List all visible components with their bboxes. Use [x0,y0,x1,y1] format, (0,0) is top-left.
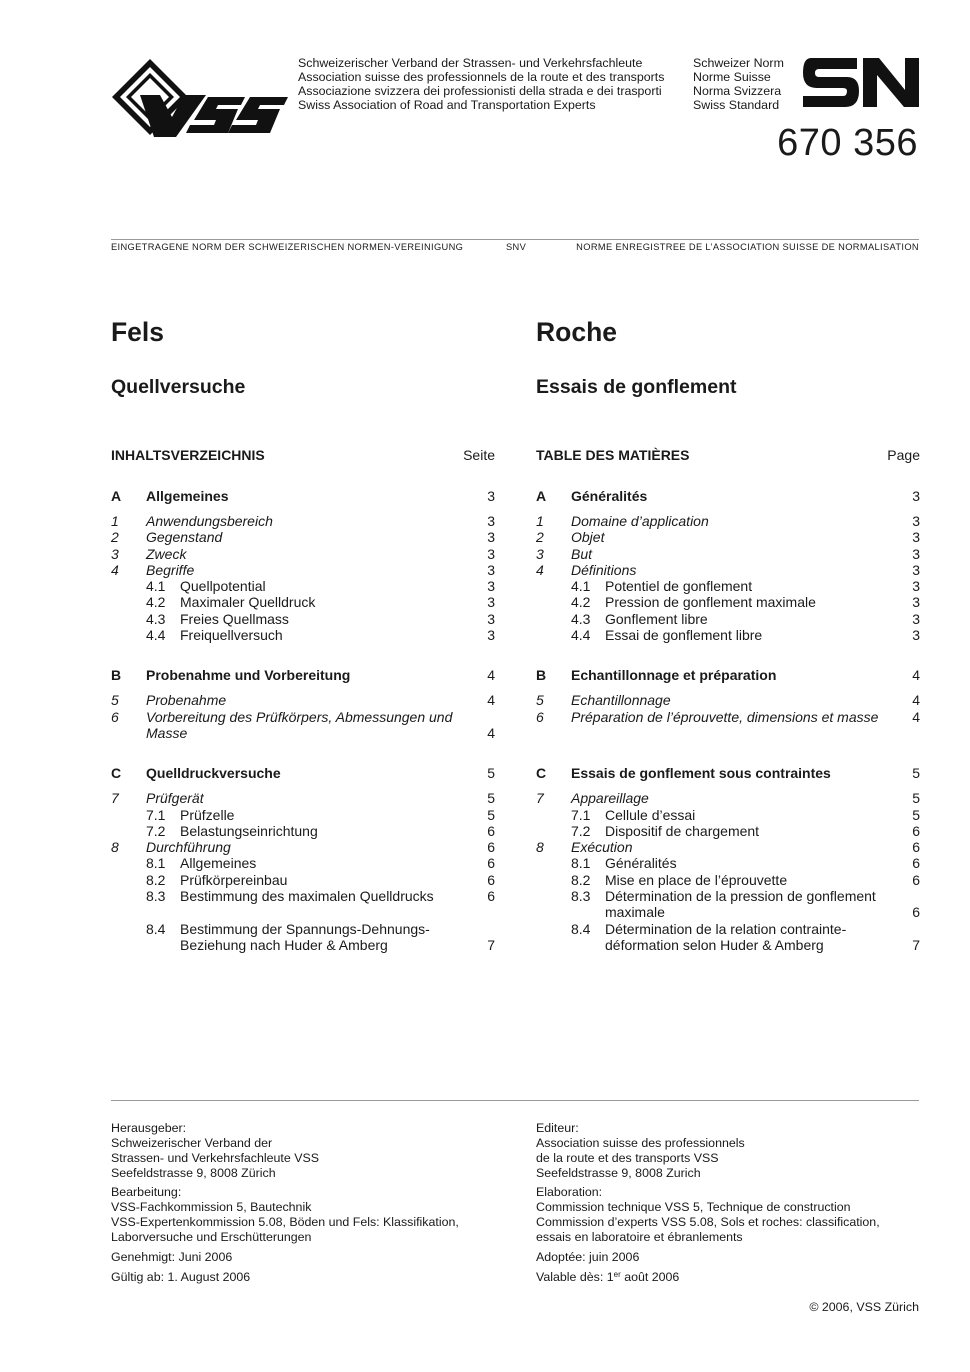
standard-type-names [693,56,784,112]
toc-entry-number: B [536,667,547,684]
toc-entry [111,839,495,855]
toc-entry-title: Bestimmung der Spannungs-Dehnungs-Beziehung nach Huder & Amberg [180,920,430,953]
valid-from-fr: Valable dès: 1er août 2006 [536,1269,680,1284]
toc-entry-page: 3 [912,529,920,546]
toc-entry [111,790,495,806]
toc-entry-title: Définitions [571,561,637,578]
registered-fr: NORME ENREGISTREE DE L’ASSOCIATION SUISSE DE NORMALISATION [576,242,919,252]
toc-entry-title: Détermination de la relation contrainte-déformation selon Huder & Amberg [605,920,847,953]
toc-entry-page: 3 [912,561,920,578]
toc-entry-title: But [571,545,593,562]
toc-heading-fr [536,447,920,463]
toc-entry [536,888,920,921]
footer-block: Editeur: Association suisse des professionnels de la route et des transports VSS Seefeldstrasse 9, 8008 Zurich [536,1121,745,1180]
toc-entry-page: 3 [487,610,495,627]
toc-entry-number: 1 [111,512,119,529]
toc-entry-number: 2 [536,529,544,546]
footer-block: Herausgeber: Schweizerischer Verband der Strassen- und Verkehrsfachleute VSS Seefeldstrasse 9, 8008 Zürich [111,1121,320,1180]
toc-entry-title: Allgemeines [180,855,257,872]
toc-entry-number: 7.2 [146,822,166,839]
toc-entry [536,529,920,545]
toc-heading-de [111,447,495,463]
toc-entry [536,594,920,610]
toc-entry-title: Détermination de la pression de gonflement maximale [605,888,876,921]
norm-line-it: Norma Svizzera [693,84,782,98]
toc-entry [536,562,920,578]
toc-entry-page: 6 [912,855,920,872]
toc-entry-number: 6 [111,708,119,725]
toc-entry-title: Préparation de l’éprouvette, dimensions et masse [571,708,879,725]
toc-entry [111,823,495,839]
toc-entry-title: Freies Quellmass [180,610,289,627]
toc-entry-number: 2 [111,529,119,546]
toc-entry [536,578,920,594]
toc-entry [111,807,495,823]
toc-entry-number: 4.3 [571,610,591,627]
toc-entry-page: 6 [487,822,495,839]
toc-entry-number: 7 [536,790,544,807]
toc-entry-title: Bestimmung des maximalen Quelldrucks [180,888,434,904]
toc-entry-title: Généralités [571,488,648,504]
toc-entry [111,921,495,954]
toc-entry-title: Probenahme [146,692,227,709]
norm-line-de: Schweizer Norm [693,56,784,70]
toc-entry [111,594,495,610]
toc-entry-number: 7.1 [571,806,591,823]
toc-entry-number: 8 [536,839,544,856]
toc-entry-title: Prüfzelle [180,806,235,823]
vss-logo [110,57,290,146]
toc-entry-page: 4 [912,708,920,725]
norm-line-fr: Norme Suisse [693,70,771,84]
toc-entry-title: Quelldruckversuche [146,765,281,782]
registered-snv: SNV [506,242,527,252]
toc-entry-number: 8.4 [146,920,166,937]
toc-entry-number: 4.4 [146,627,166,644]
organisation-names [298,56,664,112]
org-line-it: Associazione svizzera dei professionisti della strada e dei trasporti [298,84,662,98]
toc-entry [536,611,920,627]
table-of-contents-de [111,488,495,953]
publisher-info-de [111,1121,495,1289]
toc-entry [536,839,920,855]
sn-mark-logo [803,58,919,113]
toc-entry [536,488,920,504]
toc-entry-page: 3 [487,561,495,578]
toc-entry-number: 3 [111,545,119,562]
standard-number: 670 356 [777,122,918,164]
toc-entry-page: 4 [487,667,495,684]
toc-entry-title: Prüfkörpereinbau [180,871,288,888]
toc-entry [111,546,495,562]
org-line-de: Schweizerischer Verband der Strassen- und Verkehrsfachleute [298,56,643,70]
toc-entry-number: 7.1 [146,806,166,823]
toc-entry-number: B [111,667,122,684]
toc-entry [536,546,920,562]
toc-entry-number: 6 [536,708,544,725]
toc-entry-page: 3 [912,578,920,595]
toc-entry-number: 5 [536,692,544,709]
toc-entry-number: 7.2 [571,822,591,839]
toc-entry-number: 4.1 [571,578,591,595]
toc-entry-title: Freiquellversuch [180,627,283,644]
toc-entry-page: 6 [912,904,920,921]
toc-entry-number: 7 [111,790,119,807]
toc-entry-number: 1 [536,512,544,529]
subtitle-de: Quellversuche [111,376,246,398]
footer-divider [111,1100,919,1101]
toc-entry-title: Durchführung [146,839,231,856]
toc-entry-title: Anwendungsbereich [146,512,273,529]
toc-entry-number: 4.4 [571,627,591,644]
toc-entry [536,709,920,725]
toc-entry [536,513,920,529]
toc-entry-title: Appareillage [571,790,649,807]
footer-block: Bearbeitung: VSS-Fachkommission 5, Bautechnik VSS-Expertenkommission 5.08, Böden und Fels: Klassifikation, Laborversuche und Erschütterungen [111,1185,459,1245]
toc-entry [536,921,920,954]
toc-entry-title: Zweck [146,545,187,562]
toc-entry-page: 3 [912,545,920,562]
toc-entry-title: Maximaler Quelldruck [180,594,316,611]
toc-entry-number: 8.2 [146,871,166,888]
toc-label: TABLE DES MATIÈRES [536,447,690,463]
toc-entry-page: 7 [487,936,495,953]
toc-entry-title: Cellule d’essai [605,806,696,823]
toc-entry-title: Prüfgerät [146,790,204,807]
toc-entry-page: 3 [487,545,495,562]
toc-entry-page: 6 [487,839,495,856]
registered-de: EINGETRAGENE NORM DER SCHWEIZERISCHEN NORMEN-VEREINIGUNG [111,242,464,252]
table-of-contents-fr [536,488,920,953]
toc-entry-number: 4.2 [146,594,166,611]
toc-entry [111,627,495,643]
toc-entry-title: Probenahme und Vorbereitung [146,667,351,684]
title-fr: Roche [536,317,617,347]
toc-entry-number: C [111,765,122,782]
copyright: © 2006, VSS Zürich [809,1300,919,1314]
toc-entry-number: 3 [536,545,544,562]
toc-entry [536,823,920,839]
title-de: Fels [111,317,165,347]
toc-entry-title: Echantillonnage [571,692,671,709]
org-line-fr: Association suisse des professionnels de la route et des transports [298,70,665,84]
footer-block: Elaboration: Commission technique VSS 5, Technique de construction Commission d’experts VSS 5.08, Sols et roches: classification, essais en laboratoire et ébranlements [536,1185,880,1245]
toc-entry [536,790,920,806]
toc-entry-title: Objet [571,529,605,546]
toc-entry [111,667,495,683]
toc-entry-title: Dispositif de chargement [605,822,760,839]
toc-entry-number: 8 [111,839,119,856]
toc-entry [536,872,920,888]
toc-entry [111,692,495,708]
toc-entry-page: 3 [912,594,920,611]
toc-entry-number: A [111,488,122,504]
toc-entry-page: 3 [487,512,495,529]
toc-entry-number: C [536,765,547,782]
toc-entry-page: 5 [912,765,920,782]
toc-entry-title: Essai de gonflement libre [605,627,763,644]
toc-entry-page: 3 [487,488,495,504]
toc-entry-page: 4 [487,692,495,709]
toc-entry-number: 4 [111,561,119,578]
toc-entry-page: 3 [487,529,495,546]
org-line-en: Swiss Association of Road and Transportation Experts [298,98,596,112]
toc-entry-title: Quellpotential [180,578,266,595]
toc-entry-page: 4 [912,692,920,709]
toc-entry-page: 3 [912,610,920,627]
toc-entry-title: Echantillonnage et préparation [571,667,777,684]
toc-entry [111,872,495,888]
toc-entry-page: 6 [487,888,495,904]
toc-label: INHALTSVERZEICHNIS [111,447,265,463]
toc-entry-page: 6 [487,855,495,872]
toc-entry-title: Domaine d’application [571,512,709,529]
toc-entry-page: 6 [912,822,920,839]
toc-entry-number: 8.3 [571,888,591,904]
toc-entry [111,529,495,545]
toc-entry-number: 4.2 [571,594,591,611]
toc-entry-title: Vorbereitung des Prüfkörpers, Abmessungen und Masse [146,708,453,741]
toc-entry-page: 4 [487,724,495,741]
toc-entry-title: Allgemeines [146,488,229,504]
toc-entry-page: 3 [912,627,920,644]
toc-entry-number: 8.2 [571,871,591,888]
toc-entry-number: 4.1 [146,578,166,595]
toc-entry-page: 3 [487,594,495,611]
toc-entry-title: Généralités [605,855,677,872]
toc-entry [111,888,495,904]
toc-entry-page: 5 [487,765,495,782]
toc-entry-title: Potentiel de gonflement [605,578,753,595]
footer-block: Adoptée: juin 2006 [536,1249,640,1264]
toc-entry-page: 5 [487,806,495,823]
toc-entry-title: Gonflement libre [605,610,708,627]
toc-entry-page: 3 [487,578,495,595]
toc-page-label: Page [887,447,920,463]
toc-entry [111,578,495,594]
toc-entry-number: 8.4 [571,920,591,937]
toc-entry-title: Pression de gonflement maximale [605,594,816,611]
toc-entry [536,692,920,708]
toc-entry-page: 3 [487,627,495,644]
footer-block: Genehmigt: Juni 2006 [111,1249,233,1264]
toc-entry [111,562,495,578]
toc-entry-number: 4 [536,561,544,578]
toc-entry-page: 5 [912,790,920,807]
toc-entry-title: Belastungseinrichtung [180,822,318,839]
toc-entry [536,855,920,871]
footer-block: Gültig ab: 1. August 2006 [111,1269,251,1284]
toc-entry-page: 5 [912,806,920,823]
toc-entry-title: Begriffe [146,561,195,578]
toc-entry [536,765,920,781]
toc-entry-number: 8.3 [146,888,166,904]
norm-line-en: Swiss Standard [693,98,780,112]
toc-entry [536,627,920,643]
toc-entry-number: 8.1 [571,855,591,872]
toc-entry [111,855,495,871]
toc-entry-number: 4.3 [146,610,166,627]
toc-entry-page: 6 [912,839,920,856]
toc-entry-page: 4 [912,667,920,684]
toc-entry [111,709,495,742]
toc-entry-title: Essais de gonflement sous contraintes [571,765,831,782]
header-divider [111,239,919,240]
toc-entry-title: Gegenstand [146,529,223,546]
publisher-info-fr [536,1121,920,1289]
toc-entry-number: A [536,488,547,504]
toc-entry [111,611,495,627]
toc-entry [111,488,495,504]
toc-page-label: Seite [463,447,495,463]
toc-entry-title: Exécution [571,839,633,856]
toc-entry-page: 6 [912,871,920,888]
toc-entry [111,765,495,781]
toc-entry-page: 3 [912,512,920,529]
toc-entry-number: 8.1 [146,855,166,872]
toc-entry [111,513,495,529]
toc-entry-page: 6 [487,871,495,888]
toc-entry-page: 7 [912,936,920,953]
toc-entry [536,667,920,683]
toc-entry-number: 5 [111,692,119,709]
toc-entry-page: 3 [912,488,920,504]
toc-entry-title: Mise en place de l’éprouvette [605,871,788,888]
toc-entry-page: 5 [487,790,495,807]
toc-entry [536,807,920,823]
subtitle-fr: Essais de gonflement [536,376,737,398]
